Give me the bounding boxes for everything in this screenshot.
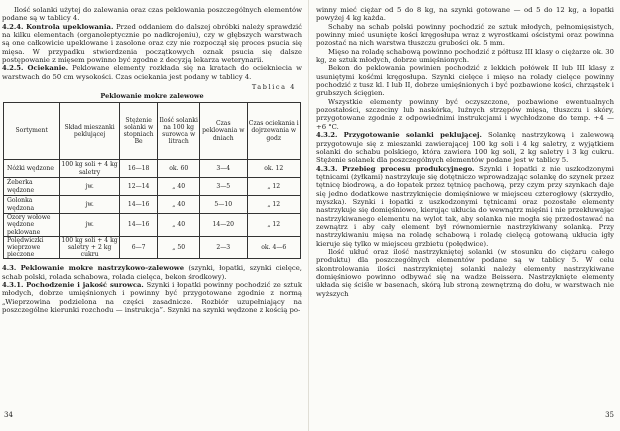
section-4-2-4 (2, 23, 302, 65)
section-4-3-3 (316, 165, 614, 248)
table-row (4, 214, 301, 237)
table-cell: 2—3 (200, 236, 248, 259)
section-title: Peklowanie mokre nastrzykowo-zalewowe (20, 264, 185, 273)
section-number: 4.3.3. (316, 164, 338, 173)
section-number: 4.3.2. (316, 131, 338, 140)
table-cell: „ 50 (158, 236, 200, 259)
table-cell: „ 40 (158, 196, 200, 214)
table-cell: Polędwiczki wieprzowe pieczone (4, 236, 60, 259)
section-text: Przed oddaniem do dalszej obróbki należy sprawdzić na kilku elementach (organoleptycznie po nadkrojeniu), czy w głębszych warstwach są one całkowicie upeklowane i zasolone oraz czy nie rozpoczął się proces psucia się mięsa. W przypadku stwierdzenia początkowych oznak psucia się dalsze postępowanie z mięsem powinno być zgodne z decyzją lekarza weterynarii. (2, 22, 302, 65)
table-cell: 100 kg soli + 4 kg saletry + 2 kg cukru (61, 236, 118, 259)
section-text: Szynki i łopatki z nie uszkodzonymi tętnicami (żyłkami) nastrzykuje się dotętniczo wprowadzając solankę do szynek przez tętnicę biodrową, a do łopatek przez tętnicę pachową, przy czym przy szynkach daje się jedno dodatkowe nastrzyknięcie domięśniowe w miejsceu czterogłowy (skrzydło, myszka). Szynki i łopatki z uszkodzonymi tętnicami oraz pozostałe elementy nastrzykuje się domięśniowo, kierując ukłucia do wewnątrz mięśni i nie przekłuwając nastrzykiwanego elementu na wylot tak, aby solanka nie mogła się przedostawać na zewnątrz i aby cały element był równomiernie nastrzykiwany solanką. Przy nastrzykiwaniu mięsa na roladę schabową i roladę cielęcą gotowaną ukłucia igły kieruje się tylko w miejsceu grzbietu (połędwice). (316, 164, 614, 248)
table-row (4, 236, 301, 259)
table-cell: 5—10 (200, 196, 248, 214)
section-text: (szynki, łopatki, szynki cielęce, schab polski, rolada schabowa, rolada cielęca, bekon środkowy). (2, 264, 302, 281)
section-title: Ociekanie. (27, 64, 69, 73)
page-number-right: 35 (605, 411, 614, 419)
col-header-sklad: Skład mieszanki peklującej (60, 103, 119, 160)
table-cell: 100 kg soli + 4 kg saletry (61, 161, 118, 176)
table-cell: „ 12 (247, 214, 300, 237)
col-header-ilosc: Ilość solanki na 100 kg surowca w litrach (158, 103, 200, 160)
table-cell: Golonka wędzona (4, 196, 60, 214)
table-caption: Tablica 4 (251, 83, 296, 92)
table-cell: „ 12 (247, 178, 300, 196)
paragraph: Wszystkie elementy powinny być oczyszczone, pozbawione ewentualnych pozostałości, szczeciny lub naskórka, luźnych strzępów mięsa, tłuszczu i skóry, przygotowane zgodnie z odpowiednimi instrukcjami i wychłodzone do temp. +4 — +6 °C. (316, 97, 614, 131)
table-cell: 14—16 (119, 196, 158, 214)
table-cell: 12—14 (119, 178, 158, 196)
section-number: 4.2.5. (2, 64, 24, 73)
section-4-3-2 (316, 131, 614, 164)
section-title: Przygotowanie solanki peklującej. (343, 131, 482, 140)
section-text: Szynki i łopatki powinny pochodzić ze sztuk młodych, dobrze umięśnionych i powinny być przygotowane zgodnie z normą „Wieprzowina podzielona na części zasadnicze. Rozbiór uzupełniający na poszczególne kierunki rozchodu — instrukcja”. Szynki na szynki wędzone z kością po- (2, 281, 302, 315)
table-row (4, 178, 301, 196)
section-title: Przebieg procesu produkcyjnego. (342, 164, 475, 173)
table-title: Peklowanie mokre zalewowe (100, 92, 204, 101)
intro-paragraph: Ilość solanki użytej do zalewania oraz czas peklowania poszczególnych elementów podane są w tablicy 4. (2, 6, 302, 23)
section-number: 4.3.1. (2, 281, 24, 289)
table-row (4, 196, 301, 214)
pickling-table (3, 102, 301, 259)
paragraph: Schaby na schab polski powinny pochodzić ze sztuk młodych, pełnomięsistych, powinny mieć usunięte kości kręgosłupa wraz z wyrostkami ościstymi oraz powinna pozostać na nich warstwa tłuszczu grubości ok. 5 mm. (316, 22, 614, 48)
page-number-left: 34 (4, 411, 13, 419)
section-number: 4.2.4. (2, 22, 24, 31)
section-title: Kontrola upeklowania. (26, 22, 114, 31)
continuation-paragraph: winny mieć ciężar od 5 do 8 kg, na szynki gotowane — od 5 do 12 kg, a łopatki powyżej 4 kg każda. (316, 6, 614, 23)
table-cell: Żeberka wędzone (4, 178, 60, 196)
col-header-sortyment: Sortyment (4, 103, 60, 160)
section-4-3 (2, 264, 302, 281)
table-cell: jw. (60, 178, 119, 196)
right-page (316, 6, 614, 298)
table-row (4, 160, 301, 178)
table-header-row (4, 103, 301, 160)
table-cell: 14—16 (119, 214, 158, 237)
table-cell: 6—7 (119, 236, 158, 259)
table-cell: ok. 60 (158, 160, 200, 178)
gutter-divider (308, 0, 309, 431)
section-text: Peklowane elementy rozkłada się na kratach do ociekniecia w warstwach do 50 cm wysokości. Czas ociekania jest podany w tablicy 4. (2, 64, 302, 81)
table-cell: jw. (60, 196, 119, 214)
section-number: 4.3. (2, 264, 17, 273)
left-page (2, 6, 302, 314)
section-4-3-1 (2, 281, 302, 314)
table-cell: ok. 4—6 (247, 236, 300, 259)
table-cell: „ 40 (158, 178, 200, 196)
section-title: Pochodzenie i jakość surowca. (26, 281, 144, 289)
table-cell: 3—4 (200, 160, 248, 178)
table-cell: ok. 12 (247, 160, 300, 178)
section-4-2-5 (2, 64, 302, 81)
table-cell: „ 40 (158, 214, 200, 237)
section-text: Solankę nastrzykową i zalewową przygotowuje się z mieszanki zawierającej 100 kg soli i 4 kg saletry, z wyjątkiem solanki do schabu polskiego, która zawiera 100 kg soli, 2 kg saletry i 3 kg cukru. Stężenie solanek dla poszczególnych elementów podane jest w tablicy 5. (316, 131, 614, 165)
table-cell: 3—5 (200, 178, 248, 196)
col-header-stezenie: Stężenie solanki w stopniach Be (119, 103, 158, 160)
table-cell: „ 12 (247, 196, 300, 214)
table-cell: Ozory wołowe wędzone peklowane (4, 214, 60, 237)
table-cell: 16—18 (119, 160, 158, 178)
paragraph: Ilość ukłuć oraz ilość nastrzykniętej solanki (w stosunku do ciężaru całego produktu) dla poszczególnych elementów podane są w tablicy 5. W celu skontrolowania ilości nastrzykniętej solanki należy elementy nastrzykiwane domięśniowo powinno odbywać się na wadze Beissera. Nastrzyknięte elementy układa się ściśle w basenach, skórą lub stroną zewnętrzną do dołu, w warstwach nie wyższych (316, 247, 614, 298)
col-header-czas-ociekania: Czas ociekania i dojrzewania w godz (247, 103, 300, 160)
table-cell: 14—20 (200, 214, 248, 237)
paragraph: Bekon do peklowania powinien pochodzić z lekkich połówek II lub III klasy z usuniętymi kośćmi kręgosłupa. Szynki cielęce i mięso na rolady cielęce powinny pochodzić z tusz kl. I lub II, dobrze umięśnionych i być pozbawione kości, chrząstek i grubszych ścięgien. (316, 64, 614, 98)
table-cell: jw. (60, 214, 119, 237)
col-header-czas-peklowania: Czas peklowania w dniach (200, 103, 248, 160)
table-cell: Nóżki wędzone (4, 160, 60, 178)
paragraph: Mięso na roladę schabową powinno pochodzić z półtusz III klasy o ciężarze ok. 30 kg, ze sztuk młodych, dobrze umięśnionych. (316, 47, 614, 65)
